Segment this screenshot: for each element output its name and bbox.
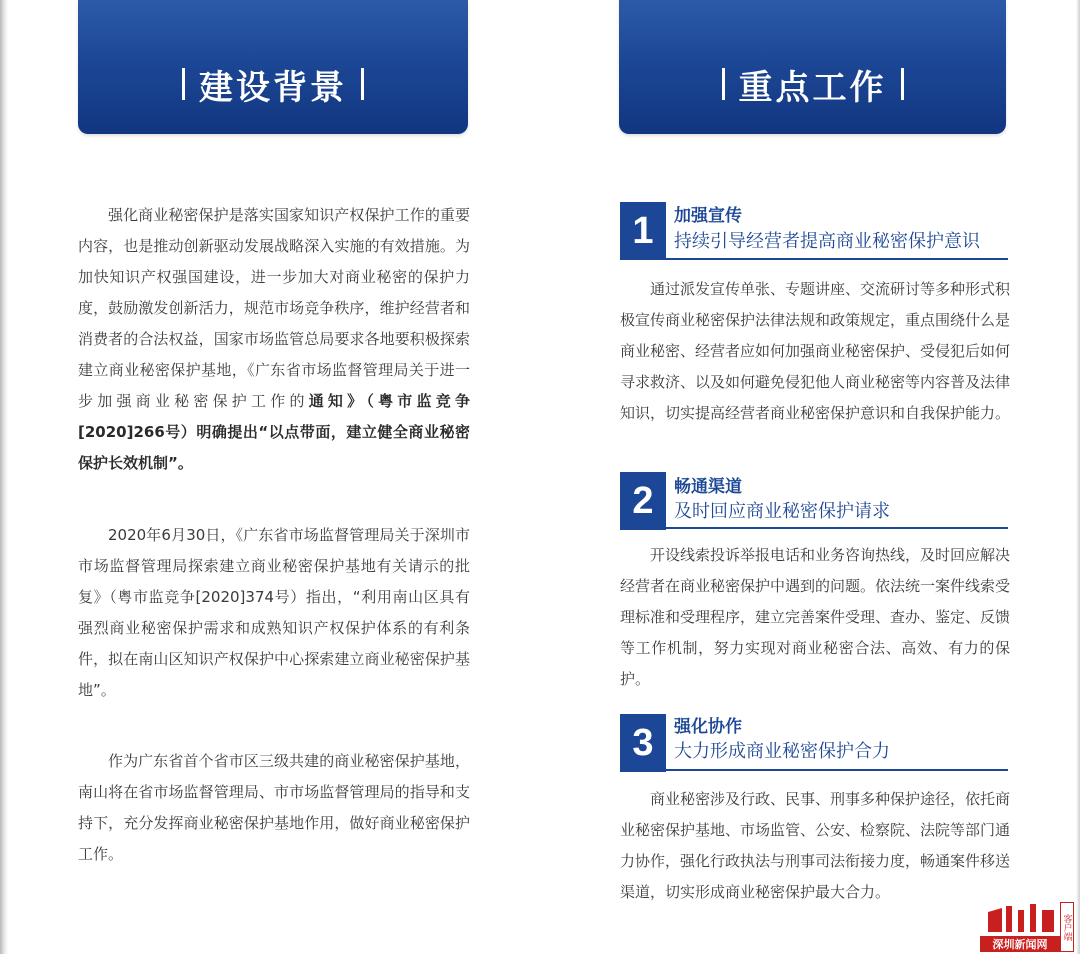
banner-title-text: 重点工作 <box>738 67 887 108</box>
logo-text: 深圳新闻网 <box>980 936 1060 952</box>
page-edge-right <box>1076 0 1080 954</box>
section-text-3: 商业秘密涉及行政、民事、刑事多种保护途径，依托商业秘密保护基地、市场监管、公安、检察院、法院等部门通力协作，强化行政执法与刑事司法衔接力度，畅通案件移送渠道，切实形成商业秘密保护最大合力。 <box>620 790 1011 901</box>
section-number-3: 3 <box>620 714 666 772</box>
section-number-1: 1 <box>620 202 666 260</box>
logo-emblem-icon <box>980 902 1060 936</box>
background-paragraph-2: 2020年6月30日，《广东省市场监督管理局关于深圳市市场监督管理局探索建立商业秘密保护基地有关请示的批复》（粤市监竞争[2020]374号）指出，“利用南山区具有强烈商业秘密保护需求和成熟知识产权保护体系的有利条件，拟在南山区知识产权保护中心探索建立商业秘密保护基地”。 <box>78 526 470 699</box>
section-subtitle-3: 大力形成商业秘密保护合力 <box>674 741 890 762</box>
section-subtitle-1: 持续引导经营者提高商业秘密保护意识 <box>674 231 980 252</box>
background-banner-title <box>182 60 364 109</box>
logo-mark-icon <box>980 902 1060 936</box>
banner-bar-right <box>901 68 904 100</box>
section-text-1: 通过派发宣传单张、专题讲座、交流研讨等多种形式积极宣传商业秘密保护法律法规和政策规定，重点围绕什么是商业秘密、经营者应如何加强商业秘密保护、受侵犯后如何寻求救济、以及如何避免侵犯他人商业秘密等内容普及法律知识，切实提高经营者商业秘密保护意识和自我保护能力。 <box>620 280 1011 422</box>
shenzhen-news-logo <box>980 902 1074 952</box>
section-subtitle-2: 及时回应商业秘密保护请求 <box>674 501 890 522</box>
page-edge-shadow <box>0 0 8 954</box>
logo-side-text: 客户端 <box>1060 902 1074 952</box>
background-paragraph-3: 作为广东省首个省市区三级共建的商业秘密保护基地，南山将在省市场监督管理局、市市场监督管理局的指导和支持下，充分发挥商业秘密保护基地作用，做好商业秘密保护工作。 <box>78 752 470 863</box>
background-banner <box>78 0 468 134</box>
banner-bar-left <box>722 68 725 100</box>
section-rule-1 <box>666 258 1008 260</box>
section-title-2: 畅通渠道 <box>674 477 742 497</box>
section-rule-3 <box>666 769 1008 771</box>
banner-bar-left <box>182 68 185 100</box>
section-title-3: 强化协作 <box>674 717 742 737</box>
section-rule-2 <box>666 527 1008 529</box>
key-work-banner <box>619 0 1006 134</box>
section-text-2: 开设线索投诉举报电话和业务咨询热线，及时回应解决经营者在商业秘密保护中遇到的问题。依法统一案件线索受理标准和受理程序，建立完善案件受理、查办、鉴定、反馈等工作机制，努力实现对商业秘密合法、高效、有力的保护。 <box>620 546 1011 688</box>
key-work-banner-title <box>722 60 904 109</box>
paragraph-1-part-a: 强化商业秘密保护是落实国家知识产权保护工作的重要内容，也是推动创新驱动发展战略深入实施的有效措施。为加快知识产权强国建设，进一步加大对商业秘密的保护力度，鼓励激发创新活力，规范市场竞争秩序，维护经营者和消费者的合法权益，国家市场监管总局要求各地要积极探索建立商业秘密保护基地，《广东省市场监督管理局关于进一步加强商业秘密保护工作的 <box>78 206 470 410</box>
section-title-1: 加强宣传 <box>674 206 742 226</box>
background-paragraph-1 <box>78 200 470 479</box>
section-number-2: 2 <box>620 472 666 530</box>
banner-title-text: 建设背景 <box>199 67 347 108</box>
banner-bar-right <box>361 68 364 100</box>
paragraph-1-part-b: 通知》（粤市监竞争[2020]266号）明确提出“以点带面，建立健全商业秘密保护长效机制”。 <box>78 392 470 472</box>
